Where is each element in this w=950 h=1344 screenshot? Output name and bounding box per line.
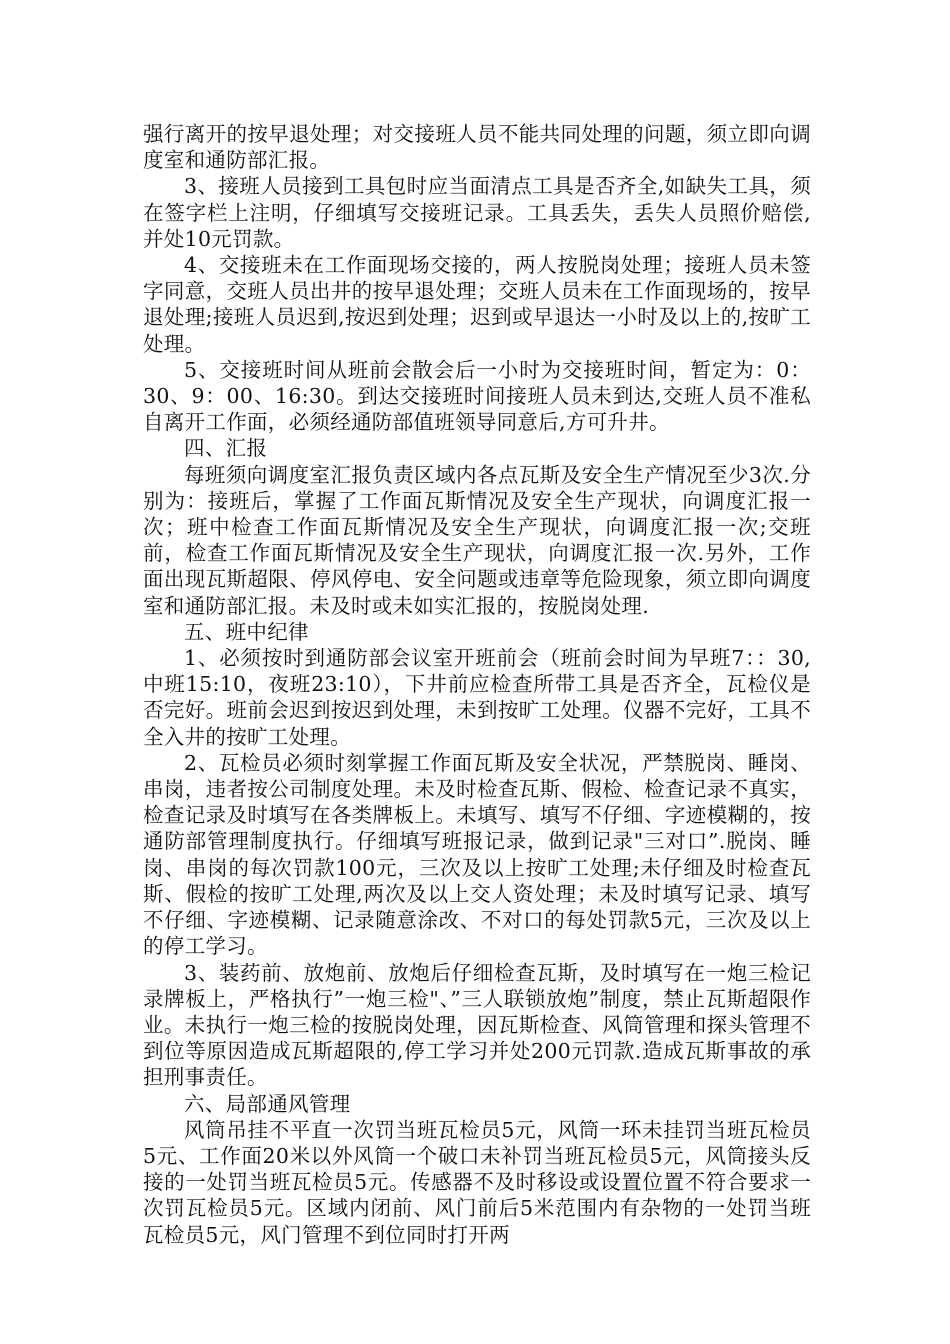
paragraph-discipline-item-1: 1、必须按时到通防部会议室开班前会（班前会时间为早班7：：30,中班15:10，夜班23:10），下井前应检查所带工具是否齐全，瓦检仪是否完好。班前会迟到按迟到处理，未到按旷工处理。仪器不完好，工具不全入井的按旷工处理。: [143, 646, 811, 749]
section-heading-report: 四、汇报: [184, 436, 268, 461]
paragraph-report-body: 每班须向调度室汇报负责区域内各点瓦斯及安全生产情况至少3次.分别为：接班后，掌握了工作面瓦斯情况及安全生产现状，向调度汇报一次；班中检查工作面瓦斯情况及安全生产现状，向调度汇报一次;交班前，检查工作面瓦斯情况及安全生产现状，向调度汇报一次.另外，工作面出现瓦斯超限、停风停电、安全问题或违章等危险现象，须立即向调度室和通防部汇报。未及时或未如实汇报的，按脱岗处理.: [143, 462, 811, 618]
paragraph-ventilation-body: 风筒吊挂不平直一次罚当班瓦检员5元，风筒一环未挂罚当班瓦检员5元、工作面20米以外风筒一个破口未补罚当班瓦检员5元，风筒接头反接的一处罚当班瓦检员5元。传感器不及时移设或设置位置不符合要求一次罚瓦检员5元。区域内闭前、风门前后5米范围内有杂物的一处罚当班瓦检员5元，风门管理不到位同时打开两: [143, 1117, 811, 1247]
paragraph-continuation: 强行离开的按早退处理；对交接班人员不能共同处理的问题，须立即向调度室和通防部汇报。: [143, 122, 811, 173]
document-body: [143, 121, 811, 1248]
paragraph-item-3-tool-check: 3、接班人员接到工具包时应当面清点工具是否齐全,如缺失工具，须在签字栏上注明，仔细填写交接班记录。工具丢失，丢失人员照价赔偿,并处10元罚款。: [143, 174, 811, 251]
paragraph-item-4-handover-location: 4、交接班未在工作面现场交接的，两人按脱岗处理；接班人员未签字同意，交班人员出井的按早退处理；交班人员未在工作面现场的，按早退处理;接班人员迟到,按迟到处理；迟到或早退达一小时及以上的,按旷工处理。: [143, 253, 811, 356]
section-heading-shift-discipline: 五、班中纪律: [184, 619, 309, 644]
paragraph-discipline-item-3: 3、装药前、放炮前、放炮后仔细检查瓦斯，及时填写在一炮三检记录牌板上，严格执行”一炮三检"、”三人联锁放炮”制度，禁止瓦斯超限作业。未执行一炮三检的按脱岗处理，因瓦斯检查、风筒管理和探头管理不到位等原因造成瓦斯超限的,停工学习并处200元罚款.造成瓦斯事故的承担刑事责任。: [143, 960, 811, 1090]
section-heading-local-ventilation: 六、局部通风管理: [184, 1091, 351, 1116]
paragraph-discipline-item-2: 2、瓦检员必须时刻掌握工作面瓦斯及安全状况，严禁脱岗、睡岗、串岗，违者按公司制度处理。未及时检查瓦斯、假检、检查记录不真实，检查记录及时填写在各类牌板上。未填写、填写不仔细、字迹模糊的，按通防部管理制度执行。仔细填写班报记录，做到记录"三对口”.脱岗、睡岗、串岗的每次罚款100元，三次及以上按旷工处理;未仔细及时检查瓦斯、假检的按旷工处理,两次及以上交人资处理；未及时填写记录、填写不仔细、字迹模糊、记录随意涂改、不对口的每处罚款5元，三次及以上的停工学习。: [143, 750, 811, 959]
paragraph-item-5-handover-time: 5、交接班时间从班前会散会后一小时为交接班时间，暂定为：0：30、9：00、16:30。到达交接班时间接班人员未到达,交班人员不准私自离开工作面，必须经通防部值班领导同意后,方可升井。: [143, 357, 811, 435]
